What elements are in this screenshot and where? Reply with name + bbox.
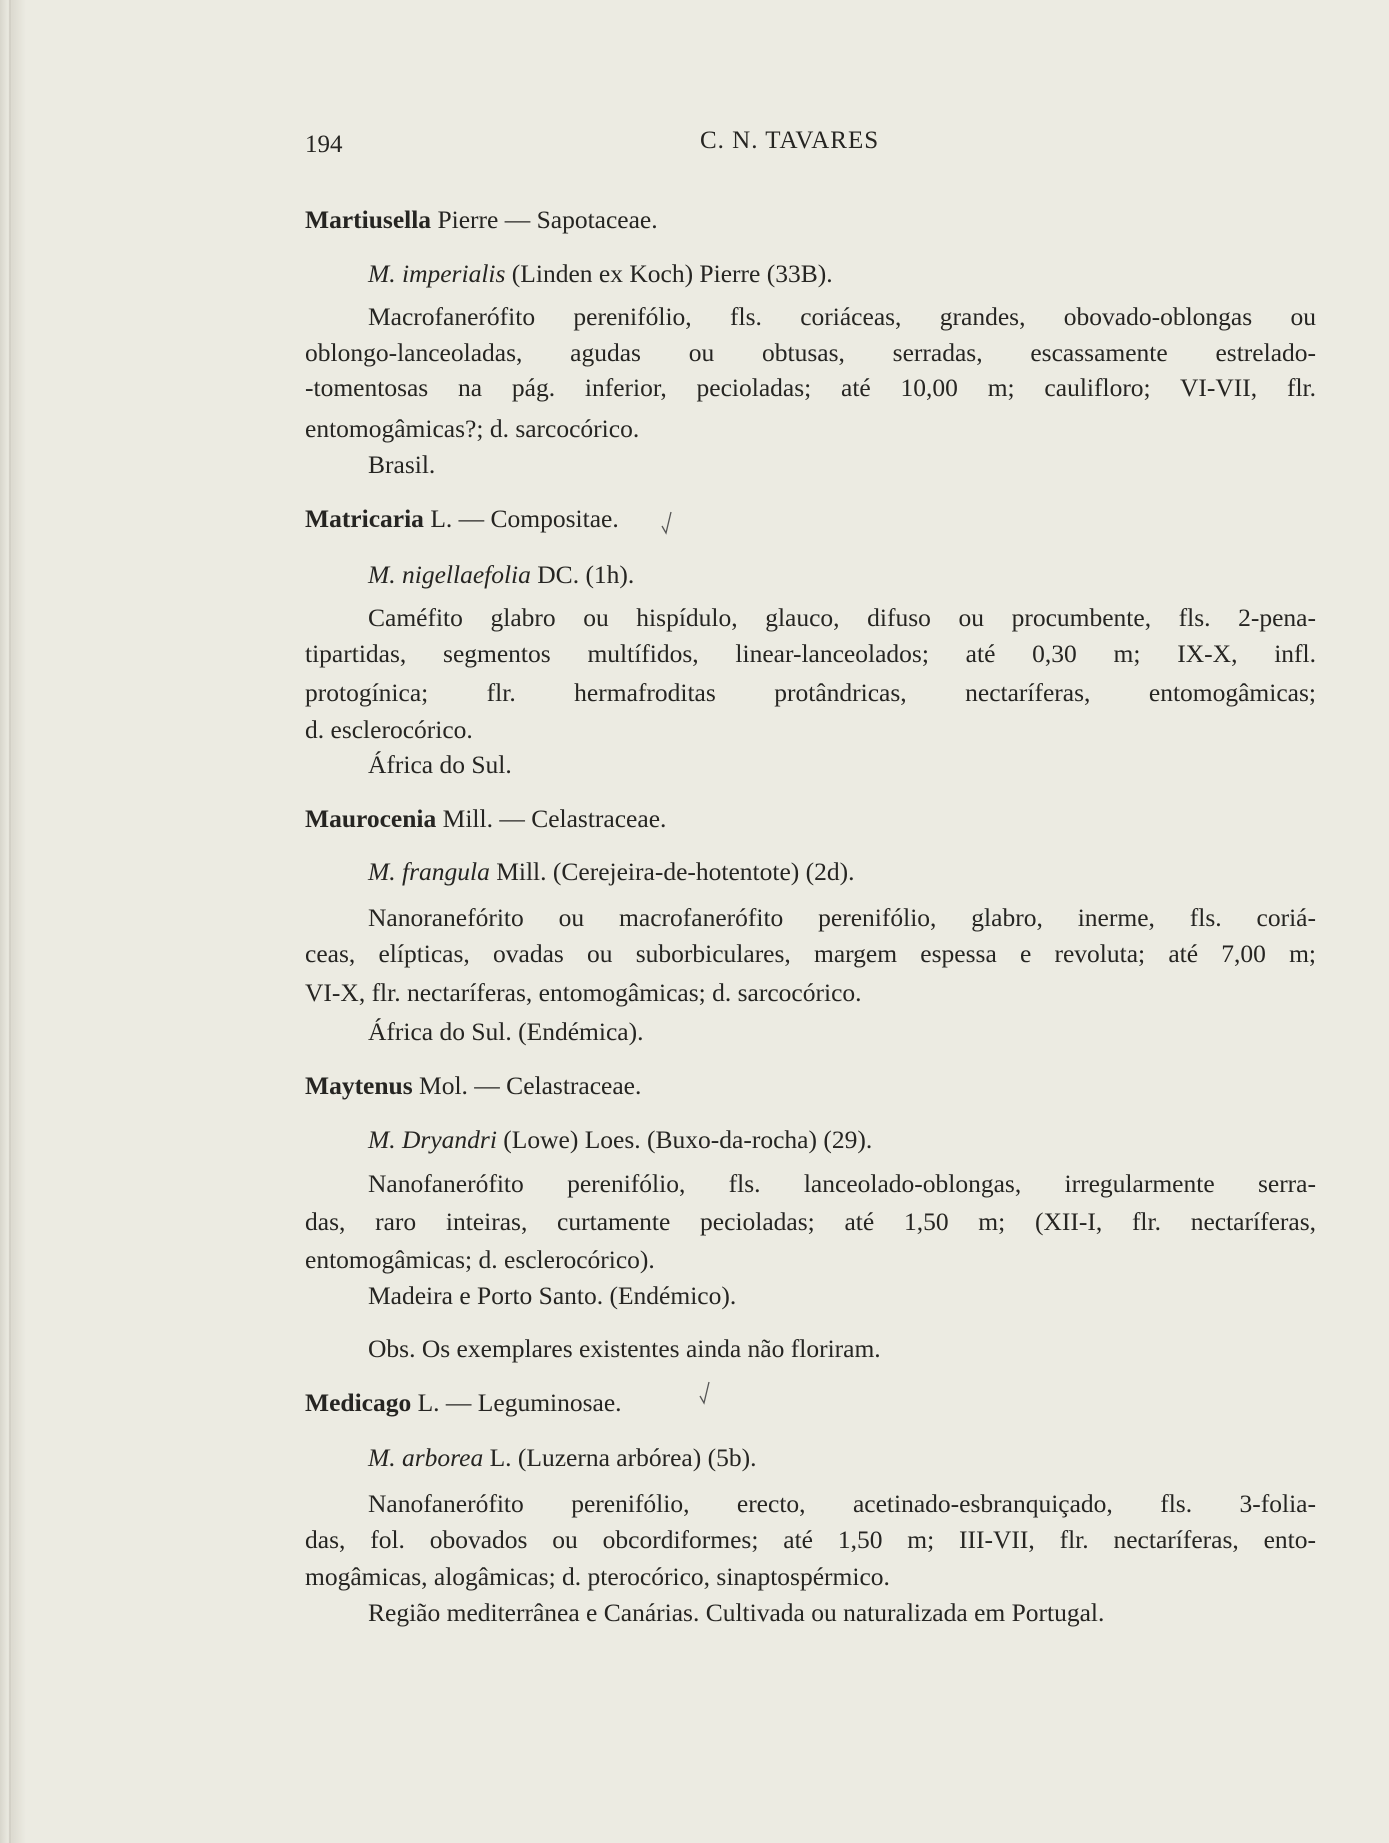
handwritten-checkmark-icon: [698, 1380, 712, 1406]
genus-name: Maytenus: [305, 1071, 413, 1100]
observation-note: Obs. Os exemplares existentes ainda não floriram.: [368, 1334, 881, 1363]
distribution: África do Sul.: [368, 750, 512, 779]
distribution: África do Sul. (Endémica).: [368, 1017, 644, 1046]
description-line: -tomentosas na pág. inferior, pecioladas; até 10,00 m; caulifloro; VI-VII, flr.: [305, 373, 1316, 402]
genus-authority-family: Pierre — Sapotaceae.: [431, 205, 658, 234]
genus-heading: [305, 205, 1316, 235]
description-line: VI-X, flr. nectaríferas, entomogâmicas; d. sarcocórico.: [305, 978, 862, 1007]
species-heading: [368, 560, 1316, 590]
description-line: Nanofanerófito perenifólio, fls. lanceolado-oblongas, irregularmente serra-: [368, 1169, 1316, 1198]
species-authority: Mill. (Cerejeira-de-hotentote) (2d).: [489, 857, 855, 886]
description-line: das, fol. obovados ou obcordiformes; até 1,50 m; III-VII, flr. nectaríferas, ento-: [305, 1525, 1316, 1554]
description-line: ceas, elípticas, ovadas ou suborbiculares, margem espessa e revoluta; até 7,00 m;: [305, 939, 1316, 968]
species-name: M. imperialis: [368, 259, 506, 288]
species-heading: [368, 857, 1316, 887]
page-number: 194: [305, 131, 343, 158]
description-line: Nanoranefórito ou macrofanerófito perenifólio, glabro, inerme, fls. coriá-: [368, 903, 1316, 932]
genus-heading: [305, 804, 1316, 834]
description-line: tipartidas, segmentos multífidos, linear-lanceolados; até 0,30 m; IX-X, infl.: [305, 639, 1316, 668]
description-line: Nanofanerófito perenifólio, erecto, acetinado-esbranquiçado, fls. 3-folia-: [368, 1489, 1316, 1518]
description-line: d. esclerocórico.: [305, 715, 473, 744]
description-line: das, raro inteiras, curtamente pecioladas; até 1,50 m; (XII-I, flr. nectaríferas,: [305, 1207, 1316, 1236]
genus-name: Maurocenia: [305, 804, 437, 833]
distribution: Madeira e Porto Santo. (Endémico).: [368, 1281, 737, 1310]
species-authority: L. (Luzerna arbórea) (5b).: [483, 1443, 757, 1472]
description-line: oblongo-lanceoladas, agudas ou obtusas, serradas, escassamente estrelado-: [305, 338, 1316, 367]
description-line: entomogâmicas?; d. sarcocórico.: [305, 414, 640, 443]
genus-authority-family: Mill. — Celastraceae.: [436, 804, 667, 833]
genus-name: Martiusella: [305, 205, 432, 234]
running-head: C. N. TAVARES: [700, 127, 880, 154]
species-authority: (Lowe) Loes. (Buxo-da-rocha) (29).: [496, 1125, 873, 1154]
genus-authority-family: L. — Leguminosae.: [411, 1388, 622, 1417]
page-binding-edge: [0, 0, 26, 1843]
species-name: M. frangula: [368, 857, 490, 886]
genus-heading: [305, 1388, 1316, 1418]
genus-heading: [305, 1071, 1316, 1101]
genus-authority-family: L. — Compositae.: [423, 504, 619, 533]
species-name: M. nigellaefolia: [368, 560, 531, 589]
species-name: M. Dryandri: [368, 1125, 497, 1154]
description-line: entomogâmicas; d. esclerocórico).: [305, 1245, 655, 1274]
species-authority: (Linden ex Koch) Pierre (33B).: [505, 259, 833, 288]
species-heading: [368, 1443, 1316, 1473]
distribution: Brasil.: [368, 450, 436, 479]
genus-authority-family: Mol. — Celastraceae.: [412, 1071, 642, 1100]
species-heading: [368, 259, 1316, 289]
genus-name: Matricaria: [305, 504, 424, 533]
handwritten-checkmark-icon: [660, 510, 674, 536]
page-binding-line: [9, 0, 11, 1843]
species-heading: [368, 1125, 1316, 1155]
genus-name: Medicago: [305, 1388, 412, 1417]
species-name: M. arborea: [368, 1443, 484, 1472]
description-line: mogâmicas, alogâmicas; d. pterocórico, sinaptospérmico.: [305, 1562, 890, 1591]
distribution: Região mediterrânea e Canárias. Cultivada ou naturalizada em Portugal.: [368, 1598, 1105, 1627]
species-authority: DC. (1h).: [530, 560, 635, 589]
description-line: protogínica; flr. hermafroditas protândricas, nectaríferas, entomogâmicas;: [305, 678, 1316, 707]
genus-heading: [305, 504, 1316, 534]
description-line: Macrofanerófito perenifólio, fls. coriáceas, grandes, obovado-oblongas ou: [368, 302, 1316, 331]
description-line: Caméfito glabro ou hispídulo, glauco, difuso ou procumbente, fls. 2-pena-: [368, 603, 1316, 632]
